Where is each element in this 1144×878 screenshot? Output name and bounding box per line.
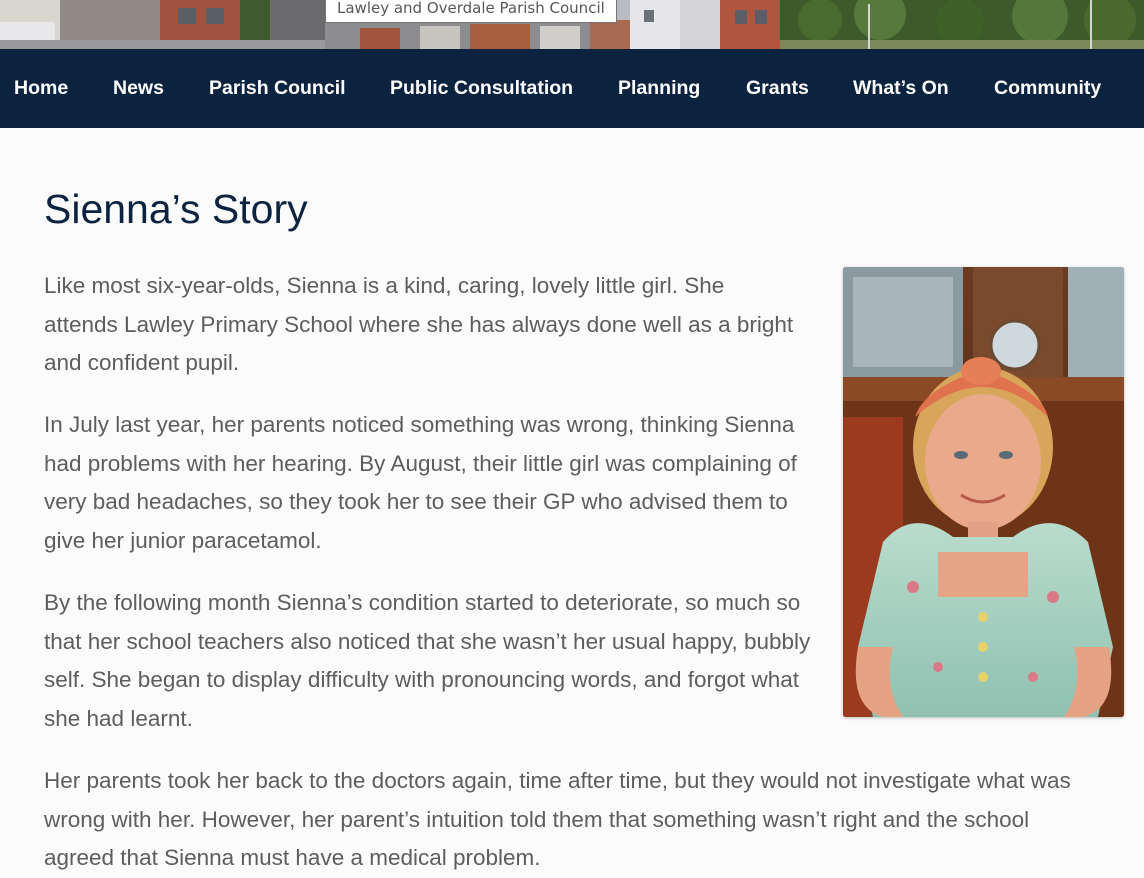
sienna-photo (843, 267, 1124, 717)
nav-item-news[interactable]: News (113, 77, 164, 99)
nav-item-grants[interactable]: Grants (746, 77, 809, 99)
header-banner-image (0, 0, 1144, 49)
article-paragraph-4: Her parents took her back to the doctors again, time after time, but they would not investigate what was wrong with her. However, her parent’s intuition told them that something wasn’t right and the school agreed that Sienna must have a medical problem. (44, 768, 1071, 870)
article-paragraph-1: Like most six-year-olds, Sienna is a kind, caring, lovely little girl. She attends Lawley Primary School where she has always done well as a bright and confident pupil. (44, 273, 794, 375)
site-title-tooltip: Lawley and Overdale Parish Council (325, 0, 617, 23)
nav-item-parish-council[interactable]: Parish Council (209, 77, 346, 99)
article-paragraph-3: By the following month Sienna’s condition started to deteriorate, so much so that her school teachers also noticed that she wasn’t her usual happy, bubbly self. She began to display difficulty with pronouncing words, and forgot what she had learnt. (44, 590, 811, 731)
nav-item-whats-on[interactable]: What’s On (853, 77, 949, 99)
nav-item-public-consultation[interactable]: Public Consultation (390, 77, 574, 99)
nav-item-planning[interactable]: Planning (618, 77, 701, 99)
article-paragraph-2: In July last year, her parents noticed something was wrong, thinking Sienna had problems with her hearing. By August, their little girl was complaining of very bad headaches, so they took her to see their GP who advised them to give her junior paracetamol. (44, 412, 797, 553)
page-title: Sienna’s Story (44, 186, 308, 232)
nav-item-community[interactable]: Community (994, 77, 1102, 99)
main-navigation (0, 49, 1144, 128)
nav-item-home[interactable]: Home (14, 77, 69, 99)
